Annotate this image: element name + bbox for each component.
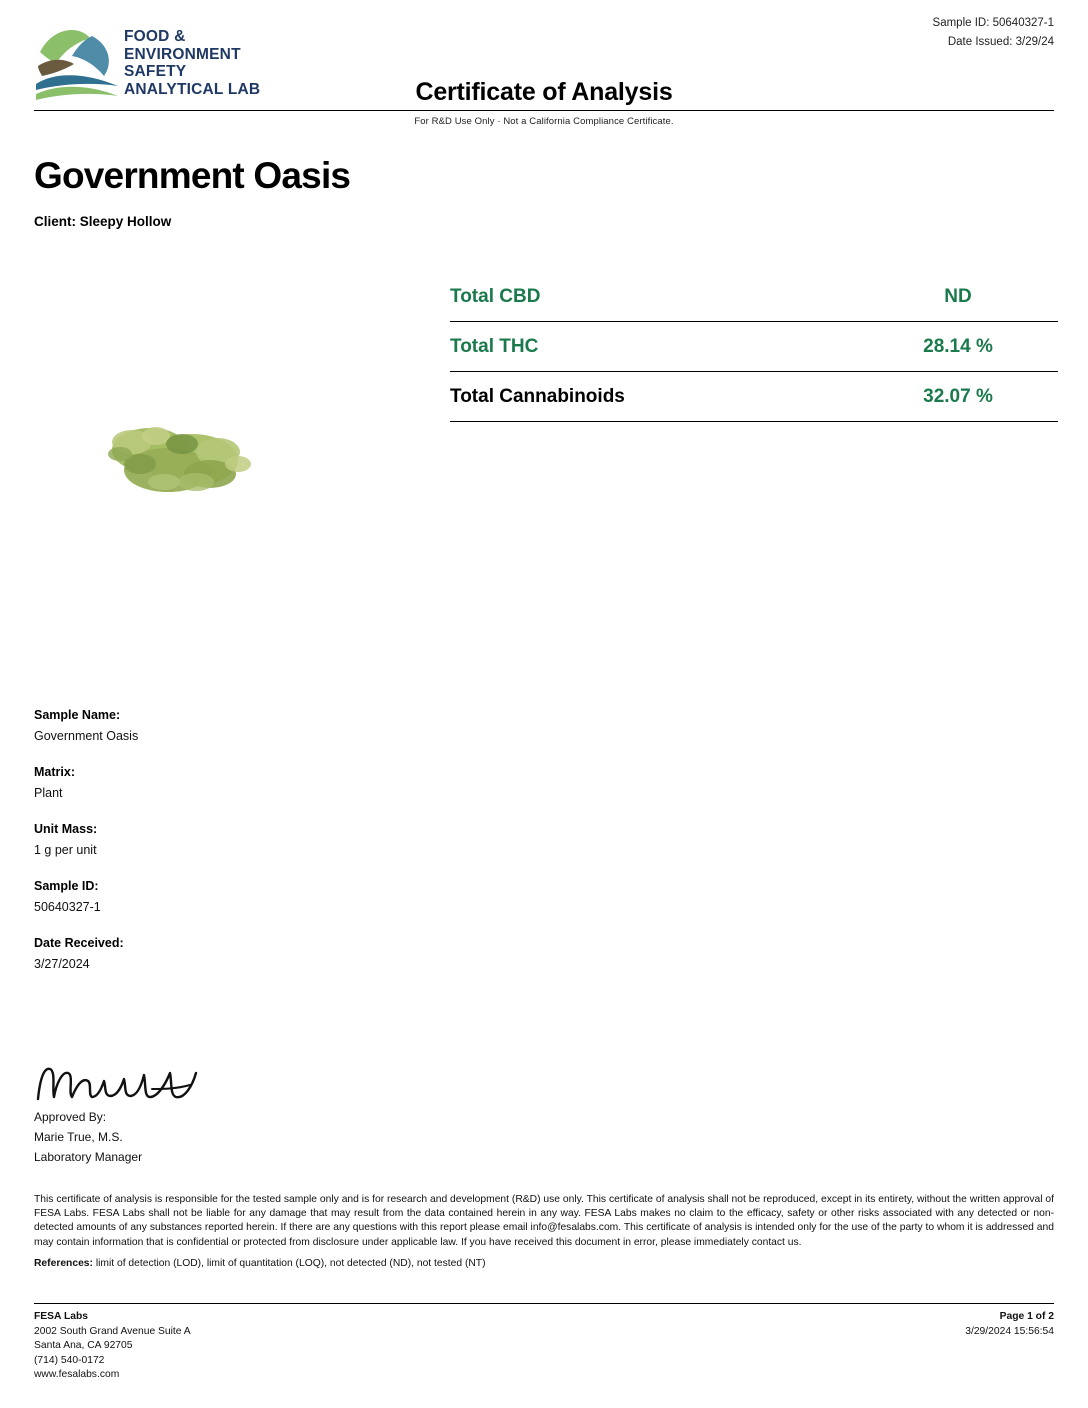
footer-lab-info xyxy=(34,1310,191,1383)
signature-block xyxy=(34,1055,434,1167)
legal-body: This certificate of analysis is responsible for the tested sample only and is for research and development (R&D) use only. This certificate of analysis shall not be reproduced, except in its entirety, without the written approval of FESA Labs. FESA Labs shall not be liable for any damage that may result from the data contained herein in any way. FESA Labs makes no claim to the efficacy, safety or other risks associated with any detected or non-detected amounts of any substances reported herein. If there are any questions with this report please email info@fesalabs.com. This certificate of analysis is intended only for the use of the party to whom it is addressed and may contain information that is confidential or protected from disclosure under applicable law. If you have received this document in error, please immediately contact us. xyxy=(34,1194,1054,1248)
list-item xyxy=(34,765,454,800)
info-label: Date Received: xyxy=(34,936,124,950)
list-item xyxy=(34,879,454,914)
summary-label: Total THC xyxy=(450,335,539,357)
page-title: Certificate of Analysis xyxy=(415,78,673,106)
sample-info-list xyxy=(34,708,454,993)
list-item xyxy=(34,936,454,971)
info-label: Matrix: xyxy=(34,765,75,779)
sample-name-heading: Government Oasis xyxy=(34,155,351,196)
summary-value: 28.14 % xyxy=(923,335,993,357)
header-meta xyxy=(933,14,1054,52)
footer-address-2: Santa Ana, CA 92705 xyxy=(34,1340,133,1351)
handwritten-signature-icon xyxy=(34,1055,194,1107)
footer-address-1: 2002 South Grand Avenue Suite A xyxy=(34,1325,191,1337)
legal-disclaimer xyxy=(34,1193,1054,1271)
approved-by-label: Approved By: xyxy=(34,1110,107,1124)
footer-page-number: Page 1 of 2 xyxy=(999,1311,1054,1322)
info-label: Sample Name: xyxy=(34,708,121,722)
list-item xyxy=(34,822,454,857)
info-value: 3/27/2024 xyxy=(34,957,90,971)
footer-divider xyxy=(34,1303,1054,1304)
info-value: Government Oasis xyxy=(34,729,139,743)
list-item xyxy=(34,708,454,743)
references-label: References: xyxy=(34,1257,93,1269)
info-value: 50640327-1 xyxy=(34,900,101,914)
summary-value: ND xyxy=(944,285,972,307)
info-label: Unit Mass: xyxy=(34,822,98,836)
page-header xyxy=(34,0,1054,106)
footer-page-info xyxy=(965,1310,1054,1383)
footer-website[interactable]: www.fesalabs.com xyxy=(34,1369,120,1380)
logo-line-1: FOOD & xyxy=(124,28,186,45)
references-line xyxy=(34,1257,1054,1271)
footer-phone: (714) 540-0172 xyxy=(34,1354,105,1366)
logo-line-2: ENVIRONMENT xyxy=(124,45,241,63)
cannabinoid-summary-table xyxy=(450,272,1058,422)
summary-value: 32.07 % xyxy=(923,385,993,407)
client-line: Client: Sleepy Hollow xyxy=(34,214,172,229)
table-row xyxy=(450,372,1058,422)
summary-label: Total CBD xyxy=(450,285,541,307)
page-footer xyxy=(34,1310,1054,1383)
info-value: Plant xyxy=(34,786,63,800)
header-disclaimer: For R&D Use Only · Not a California Compliance Certificate. xyxy=(414,116,674,127)
footer-timestamp: 3/29/2024 15:56:54 xyxy=(965,1325,1054,1337)
info-label: Sample ID: xyxy=(34,879,99,893)
cannabis-flower-photo xyxy=(92,408,268,520)
approver-role: Laboratory Manager xyxy=(34,1150,143,1164)
references-text: limit of detection (LOD), limit of quantitation (LOQ), not detected (ND), not tested (NT) xyxy=(92,1257,486,1269)
approver-name: Marie True, M.S. xyxy=(34,1130,123,1144)
header-date-issued: Date Issued: 3/29/24 xyxy=(947,36,1054,48)
summary-label: Total Cannabinoids xyxy=(450,385,625,407)
footer-lab-name: FESA Labs xyxy=(34,1311,88,1322)
info-value: 1 g per unit xyxy=(34,843,97,857)
table-row xyxy=(450,272,1058,322)
logo-line-4: ANALYTICAL LAB xyxy=(124,80,261,98)
logo-line-3: SAFETY xyxy=(124,63,187,80)
table-row xyxy=(450,322,1058,372)
header-sample-id: Sample ID: 50640327-1 xyxy=(932,17,1054,29)
